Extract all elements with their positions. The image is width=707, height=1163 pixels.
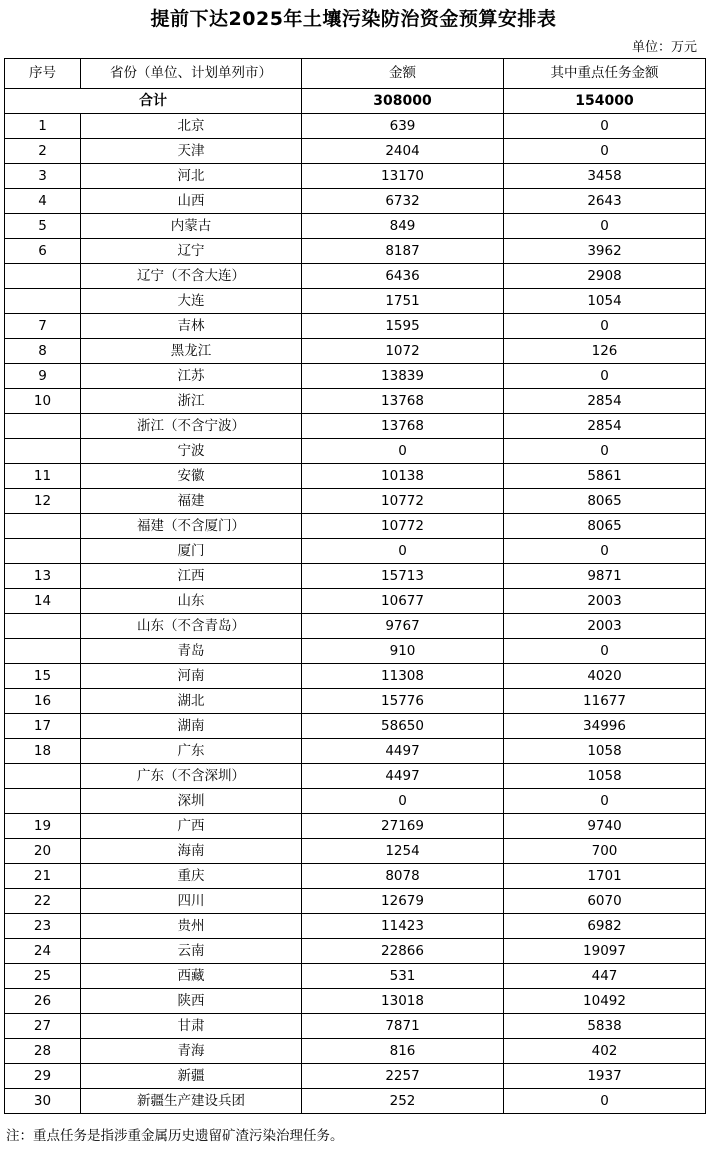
row-index: 10 bbox=[5, 389, 81, 414]
row-amount: 252 bbox=[302, 1089, 504, 1114]
row-amount: 2257 bbox=[302, 1064, 504, 1089]
row-province: 黑龙江 bbox=[81, 339, 302, 364]
row-key-amount: 2643 bbox=[504, 189, 706, 214]
row-key-amount: 2854 bbox=[504, 389, 706, 414]
row-province: 广西 bbox=[81, 814, 302, 839]
table-row bbox=[5, 1089, 706, 1114]
row-key-amount: 6982 bbox=[504, 914, 706, 939]
row-key-amount: 0 bbox=[504, 114, 706, 139]
row-index: 24 bbox=[5, 939, 81, 964]
table-row bbox=[5, 314, 706, 339]
row-index: 21 bbox=[5, 864, 81, 889]
row-amount: 27169 bbox=[302, 814, 504, 839]
row-key-amount: 0 bbox=[504, 539, 706, 564]
row-province: 河南 bbox=[81, 664, 302, 689]
row-amount: 10677 bbox=[302, 589, 504, 614]
row-province: 四川 bbox=[81, 889, 302, 914]
row-province: 浙江 bbox=[81, 389, 302, 414]
row-index bbox=[5, 439, 81, 464]
row-key-amount: 1058 bbox=[504, 764, 706, 789]
row-province: 湖南 bbox=[81, 714, 302, 739]
table-row bbox=[5, 1039, 706, 1064]
row-amount: 4497 bbox=[302, 739, 504, 764]
row-key-amount: 4020 bbox=[504, 664, 706, 689]
row-key-amount: 9871 bbox=[504, 564, 706, 589]
row-amount: 8187 bbox=[302, 239, 504, 264]
row-amount: 13018 bbox=[302, 989, 504, 1014]
table-row bbox=[5, 614, 706, 639]
table-row bbox=[5, 689, 706, 714]
row-key-amount: 0 bbox=[504, 139, 706, 164]
row-amount: 15713 bbox=[302, 564, 504, 589]
table-row bbox=[5, 914, 706, 939]
row-key-amount: 3962 bbox=[504, 239, 706, 264]
row-key-amount: 8065 bbox=[504, 514, 706, 539]
row-amount: 11308 bbox=[302, 664, 504, 689]
table-row bbox=[5, 989, 706, 1014]
row-province: 青岛 bbox=[81, 639, 302, 664]
row-amount: 22866 bbox=[302, 939, 504, 964]
row-key-amount: 2908 bbox=[504, 264, 706, 289]
row-key-amount: 34996 bbox=[504, 714, 706, 739]
table-row bbox=[5, 639, 706, 664]
row-key-amount: 0 bbox=[504, 314, 706, 339]
row-index bbox=[5, 789, 81, 814]
row-index bbox=[5, 539, 81, 564]
row-index: 14 bbox=[5, 589, 81, 614]
row-amount: 1072 bbox=[302, 339, 504, 364]
row-province: 吉林 bbox=[81, 314, 302, 339]
row-index: 2 bbox=[5, 139, 81, 164]
row-amount: 6732 bbox=[302, 189, 504, 214]
table-row bbox=[5, 864, 706, 889]
row-key-amount: 0 bbox=[504, 439, 706, 464]
row-amount: 816 bbox=[302, 1039, 504, 1064]
row-province: 深圳 bbox=[81, 789, 302, 814]
row-index: 20 bbox=[5, 839, 81, 864]
row-index: 13 bbox=[5, 564, 81, 589]
row-amount: 13768 bbox=[302, 414, 504, 439]
table-row bbox=[5, 464, 706, 489]
row-amount: 10138 bbox=[302, 464, 504, 489]
row-index: 8 bbox=[5, 339, 81, 364]
row-province: 江苏 bbox=[81, 364, 302, 389]
row-province: 新疆生产建设兵团 bbox=[81, 1089, 302, 1114]
row-amount: 6436 bbox=[302, 264, 504, 289]
table-row bbox=[5, 339, 706, 364]
row-amount: 7871 bbox=[302, 1014, 504, 1039]
row-index: 5 bbox=[5, 214, 81, 239]
total-label: 合计 bbox=[5, 89, 302, 114]
row-key-amount: 1054 bbox=[504, 289, 706, 314]
row-index bbox=[5, 414, 81, 439]
row-index: 25 bbox=[5, 964, 81, 989]
table-row bbox=[5, 214, 706, 239]
table-row bbox=[5, 264, 706, 289]
row-key-amount: 10492 bbox=[504, 989, 706, 1014]
table-title: 提前下达2025年土壤污染防治资金预算安排表 bbox=[150, 8, 557, 30]
row-province: 西藏 bbox=[81, 964, 302, 989]
row-key-amount: 2003 bbox=[504, 614, 706, 639]
row-amount: 9767 bbox=[302, 614, 504, 639]
header-amount: 金额 bbox=[302, 59, 504, 89]
table-row bbox=[5, 1014, 706, 1039]
table-row bbox=[5, 789, 706, 814]
row-amount: 15776 bbox=[302, 689, 504, 714]
row-key-amount: 1701 bbox=[504, 864, 706, 889]
row-key-amount: 0 bbox=[504, 789, 706, 814]
table-row bbox=[5, 239, 706, 264]
row-key-amount: 0 bbox=[504, 1089, 706, 1114]
row-province: 宁波 bbox=[81, 439, 302, 464]
row-index: 26 bbox=[5, 989, 81, 1014]
row-key-amount: 8065 bbox=[504, 489, 706, 514]
row-index: 23 bbox=[5, 914, 81, 939]
row-province: 浙江（不含宁波） bbox=[81, 414, 302, 439]
row-province: 海南 bbox=[81, 839, 302, 864]
row-index: 22 bbox=[5, 889, 81, 914]
row-province: 辽宁（不含大连） bbox=[81, 264, 302, 289]
row-index: 9 bbox=[5, 364, 81, 389]
row-province: 湖北 bbox=[81, 689, 302, 714]
table-row bbox=[5, 539, 706, 564]
unit-label: 单位：万元 bbox=[631, 40, 697, 55]
row-key-amount: 19097 bbox=[504, 939, 706, 964]
row-province: 安徽 bbox=[81, 464, 302, 489]
row-index: 11 bbox=[5, 464, 81, 489]
row-amount: 849 bbox=[302, 214, 504, 239]
table-row bbox=[5, 289, 706, 314]
row-index: 1 bbox=[5, 114, 81, 139]
budget-table-body bbox=[5, 59, 706, 1114]
row-key-amount: 5861 bbox=[504, 464, 706, 489]
header-province: 省份（单位、计划单列市） bbox=[81, 59, 302, 89]
row-index bbox=[5, 514, 81, 539]
row-province: 福建（不含厦门） bbox=[81, 514, 302, 539]
table-row bbox=[5, 889, 706, 914]
row-amount: 13839 bbox=[302, 364, 504, 389]
row-key-amount: 6070 bbox=[504, 889, 706, 914]
row-amount: 13170 bbox=[302, 164, 504, 189]
row-amount: 0 bbox=[302, 539, 504, 564]
row-index: 7 bbox=[5, 314, 81, 339]
row-index: 19 bbox=[5, 814, 81, 839]
row-key-amount: 402 bbox=[504, 1039, 706, 1064]
total-amount: 308000 bbox=[302, 89, 504, 114]
row-province: 大连 bbox=[81, 289, 302, 314]
row-amount: 639 bbox=[302, 114, 504, 139]
row-index: 16 bbox=[5, 689, 81, 714]
row-key-amount: 0 bbox=[504, 214, 706, 239]
row-province: 重庆 bbox=[81, 864, 302, 889]
table-row bbox=[5, 589, 706, 614]
row-province: 云南 bbox=[81, 939, 302, 964]
budget-table bbox=[4, 58, 706, 1114]
row-amount: 531 bbox=[302, 964, 504, 989]
row-amount: 58650 bbox=[302, 714, 504, 739]
row-key-amount: 126 bbox=[504, 339, 706, 364]
row-amount: 11423 bbox=[302, 914, 504, 939]
row-amount: 10772 bbox=[302, 489, 504, 514]
table-row bbox=[5, 939, 706, 964]
row-key-amount: 0 bbox=[504, 364, 706, 389]
header-row bbox=[5, 59, 706, 89]
row-province: 陕西 bbox=[81, 989, 302, 1014]
row-key-amount: 1937 bbox=[504, 1064, 706, 1089]
table-row bbox=[5, 514, 706, 539]
table-row bbox=[5, 389, 706, 414]
table-row bbox=[5, 189, 706, 214]
row-index: 15 bbox=[5, 664, 81, 689]
row-province: 厦门 bbox=[81, 539, 302, 564]
table-row bbox=[5, 564, 706, 589]
row-key-amount: 11677 bbox=[504, 689, 706, 714]
table-row bbox=[5, 439, 706, 464]
row-province: 新疆 bbox=[81, 1064, 302, 1089]
row-index bbox=[5, 614, 81, 639]
row-key-amount: 2854 bbox=[504, 414, 706, 439]
row-index: 29 bbox=[5, 1064, 81, 1089]
row-amount: 0 bbox=[302, 789, 504, 814]
table-row bbox=[5, 489, 706, 514]
table-row bbox=[5, 764, 706, 789]
row-province: 贵州 bbox=[81, 914, 302, 939]
row-amount: 2404 bbox=[302, 139, 504, 164]
row-amount: 12679 bbox=[302, 889, 504, 914]
row-key-amount: 1058 bbox=[504, 739, 706, 764]
row-amount: 10772 bbox=[302, 514, 504, 539]
row-key-amount: 2003 bbox=[504, 589, 706, 614]
row-province: 山东 bbox=[81, 589, 302, 614]
row-amount: 1254 bbox=[302, 839, 504, 864]
row-index: 6 bbox=[5, 239, 81, 264]
table-row bbox=[5, 164, 706, 189]
row-province: 广东 bbox=[81, 739, 302, 764]
row-amount: 0 bbox=[302, 439, 504, 464]
total-key-amount: 154000 bbox=[504, 89, 706, 114]
row-amount: 8078 bbox=[302, 864, 504, 889]
row-index: 27 bbox=[5, 1014, 81, 1039]
row-index: 30 bbox=[5, 1089, 81, 1114]
table-row bbox=[5, 414, 706, 439]
table-row bbox=[5, 964, 706, 989]
row-key-amount: 9740 bbox=[504, 814, 706, 839]
row-key-amount: 447 bbox=[504, 964, 706, 989]
row-province: 江西 bbox=[81, 564, 302, 589]
row-index bbox=[5, 289, 81, 314]
table-row bbox=[5, 1064, 706, 1089]
row-province: 河北 bbox=[81, 164, 302, 189]
row-province: 甘肃 bbox=[81, 1014, 302, 1039]
header-index: 序号 bbox=[5, 59, 81, 89]
row-province: 青海 bbox=[81, 1039, 302, 1064]
row-key-amount: 700 bbox=[504, 839, 706, 864]
row-province: 内蒙古 bbox=[81, 214, 302, 239]
row-province: 山东（不含青岛） bbox=[81, 614, 302, 639]
row-index bbox=[5, 764, 81, 789]
row-key-amount: 3458 bbox=[504, 164, 706, 189]
row-index: 3 bbox=[5, 164, 81, 189]
row-amount: 910 bbox=[302, 639, 504, 664]
row-index: 4 bbox=[5, 189, 81, 214]
table-row bbox=[5, 714, 706, 739]
row-province: 福建 bbox=[81, 489, 302, 514]
row-index bbox=[5, 639, 81, 664]
row-amount: 4497 bbox=[302, 764, 504, 789]
row-amount: 13768 bbox=[302, 389, 504, 414]
total-row bbox=[5, 89, 706, 114]
row-key-amount: 5838 bbox=[504, 1014, 706, 1039]
table-row bbox=[5, 814, 706, 839]
row-province: 辽宁 bbox=[81, 239, 302, 264]
row-province: 天津 bbox=[81, 139, 302, 164]
row-index: 18 bbox=[5, 739, 81, 764]
row-amount: 1751 bbox=[302, 289, 504, 314]
table-row bbox=[5, 739, 706, 764]
table-row bbox=[5, 139, 706, 164]
table-row bbox=[5, 114, 706, 139]
row-province: 广东（不含深圳） bbox=[81, 764, 302, 789]
table-row bbox=[5, 839, 706, 864]
row-index: 12 bbox=[5, 489, 81, 514]
row-amount: 1595 bbox=[302, 314, 504, 339]
table-row bbox=[5, 364, 706, 389]
row-key-amount: 0 bbox=[504, 639, 706, 664]
row-index: 17 bbox=[5, 714, 81, 739]
table-row bbox=[5, 664, 706, 689]
row-index bbox=[5, 264, 81, 289]
row-province: 北京 bbox=[81, 114, 302, 139]
row-province: 山西 bbox=[81, 189, 302, 214]
header-key-amount: 其中重点任务金额 bbox=[504, 59, 706, 89]
row-index: 28 bbox=[5, 1039, 81, 1064]
footnote: 注：重点任务是指涉重金属历史遗留矿渣污染治理任务。 bbox=[6, 1128, 344, 1144]
